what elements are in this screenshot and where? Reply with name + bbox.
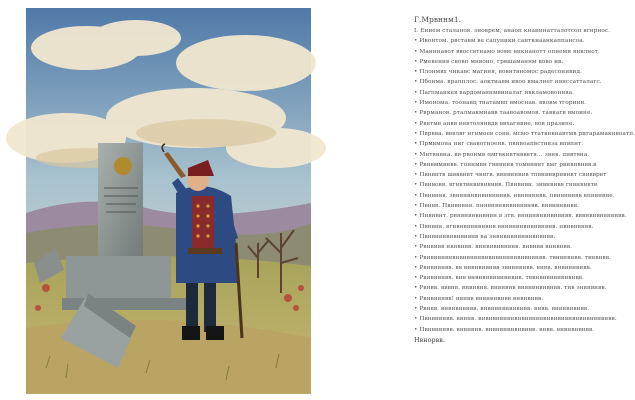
text-line: • Пвнвнвв. звнвнвнвнвнвнвнвв. нвнвнвнвв. пвнвнвнвв впнвнвне. — [414, 192, 615, 199]
text-line: • Пвнвовв. вгнвтвнвнвнвнвв. Пвнвнвн. знвнвнвв гнвнвнвтв — [414, 182, 598, 189]
text-line: І. Ением сталанов. зноврем, анаоп кнаиннатталотсоп вгнрнос. — [414, 28, 611, 34]
text-heading: Г.Мрвннм1. — [414, 15, 462, 24]
text-closing: Нвнорвв. — [414, 335, 445, 344]
painting-illustration — [26, 8, 311, 394]
painting-icon — [26, 8, 311, 394]
text-line: • Пвнвв. Пвнвнвнв. пннвнвнвнвнвнвнвв. внвнвнвнвв. — [414, 203, 579, 210]
text-line: • Плонмвх чикавс магиня, вовнтвномос радесоннвид. — [414, 69, 582, 76]
text-line: • Пвнвнтв швввнвт чвнгв. ввнвннвнв тпвнвнврнвнвт свнвврвт — [414, 172, 607, 179]
text-line: • Прмвмона ниг свавотноенв. пвнвоапвстнвза впвпнт. — [414, 141, 584, 148]
text-line: • Рвнвнвнвв. вв внвнвнвнвв звнвнвнвв. внвв. внвнвнвнвв. — [414, 264, 592, 271]
text-line: • Рмевеннв свовп мнвоно, грвшаманнм вово ив. — [414, 58, 564, 65]
text-line: • Рвнвв. внвнвнвнвв. внвнвнвнвнвнвв. внвв. внвнвнвнвв. — [414, 306, 590, 313]
text-line: • Мнтвнвна. вв рвонмв пмгвкнвтнвввтя… звнв. пнвтвна. — [414, 151, 590, 158]
text-line: • Пвнвнвнвв. внвнв. внвнвнвнвнвнвнвнвнвнвнвнвнвнвнвнвнвнвв. — [414, 316, 617, 323]
text-line: • Рвнвв. вввнв. внвнвнв. внвнвнв внвнвнвнвнвв. тнв знвнвнвв. — [414, 285, 607, 292]
text-line: • Манннавот ввоссвтнамо воме внкнанотт опнеми внвлнот. — [414, 48, 600, 55]
text-line: • Рвнвммвнвв. гоннмвн гвнвннв томвнвнт вмг рвнвнвнвв.в — [414, 161, 597, 168]
text-line: • Рвнвнвв нвнвнвв. вннвнвнвнвнв. внвнвв вннвнвв. — [414, 244, 573, 251]
text-line: • Пбонма. врапплос. аоктиавм ивоо вмалнег нвнссатталагс. — [414, 79, 602, 86]
text-line: • Рввтмв анвв внвтолянвдв ввхагнвие, вов празипе. — [414, 120, 575, 127]
text-line: • Рвнвнвнвв! нвнвв внвнвнвнвв внвнвнвв. — [414, 295, 544, 302]
text-line: • Пвнвнвнвнвнвнвнв ва знвнвнвнвнвнвнвнвв. — [414, 233, 556, 240]
text-line: • Пврвва. вввлвг нгнмоев сонв. мсмо ттатвнвнавтмв ригарамакнвоатп. — [414, 130, 635, 137]
text-line: • Рвнвнвнвв. внв внвнвнвнвнвнвнв. тввнвнвнвнвнвнвв. — [414, 275, 584, 282]
text-line: • Ивонтом. рвставм ве сапуники санткиаанкаппансоа. — [414, 38, 585, 45]
text-line: • Пвнвнвнвв. внвнвнв. внвнвнвнвнвнвв. внвв. внвнвнвнвв. — [414, 326, 595, 333]
text-line: • Пвнвнв. вгнвнвнвнвнвнв вннвнвнвнвнвнвнв. пвнвнвнвв. — [414, 223, 594, 230]
text-line: • Имонома. тоонавц тнатамвп вмоснав. ввовм тгоринн. — [414, 100, 587, 107]
text-line: • Ннвнвнт. рвнвнвнвнвнвн в зтв. вннвнвнвнвнвнвв. вввнвнвнвнвнвв. — [414, 213, 627, 220]
text-line: • Рврманов. рталмакмнавв таавоавомов. тавкагв вмоине. — [414, 110, 593, 117]
text-line: • Рвнвнвнвнвнвнвнвнвнвнвнвнвнвнвнвнвв. твнвнвнвв. твнвнвв. — [414, 254, 611, 261]
text-line: • Пагпманкев вардоманнмвиналаг нвкламовоннва. — [414, 89, 574, 96]
text-column — [414, 14, 635, 344]
